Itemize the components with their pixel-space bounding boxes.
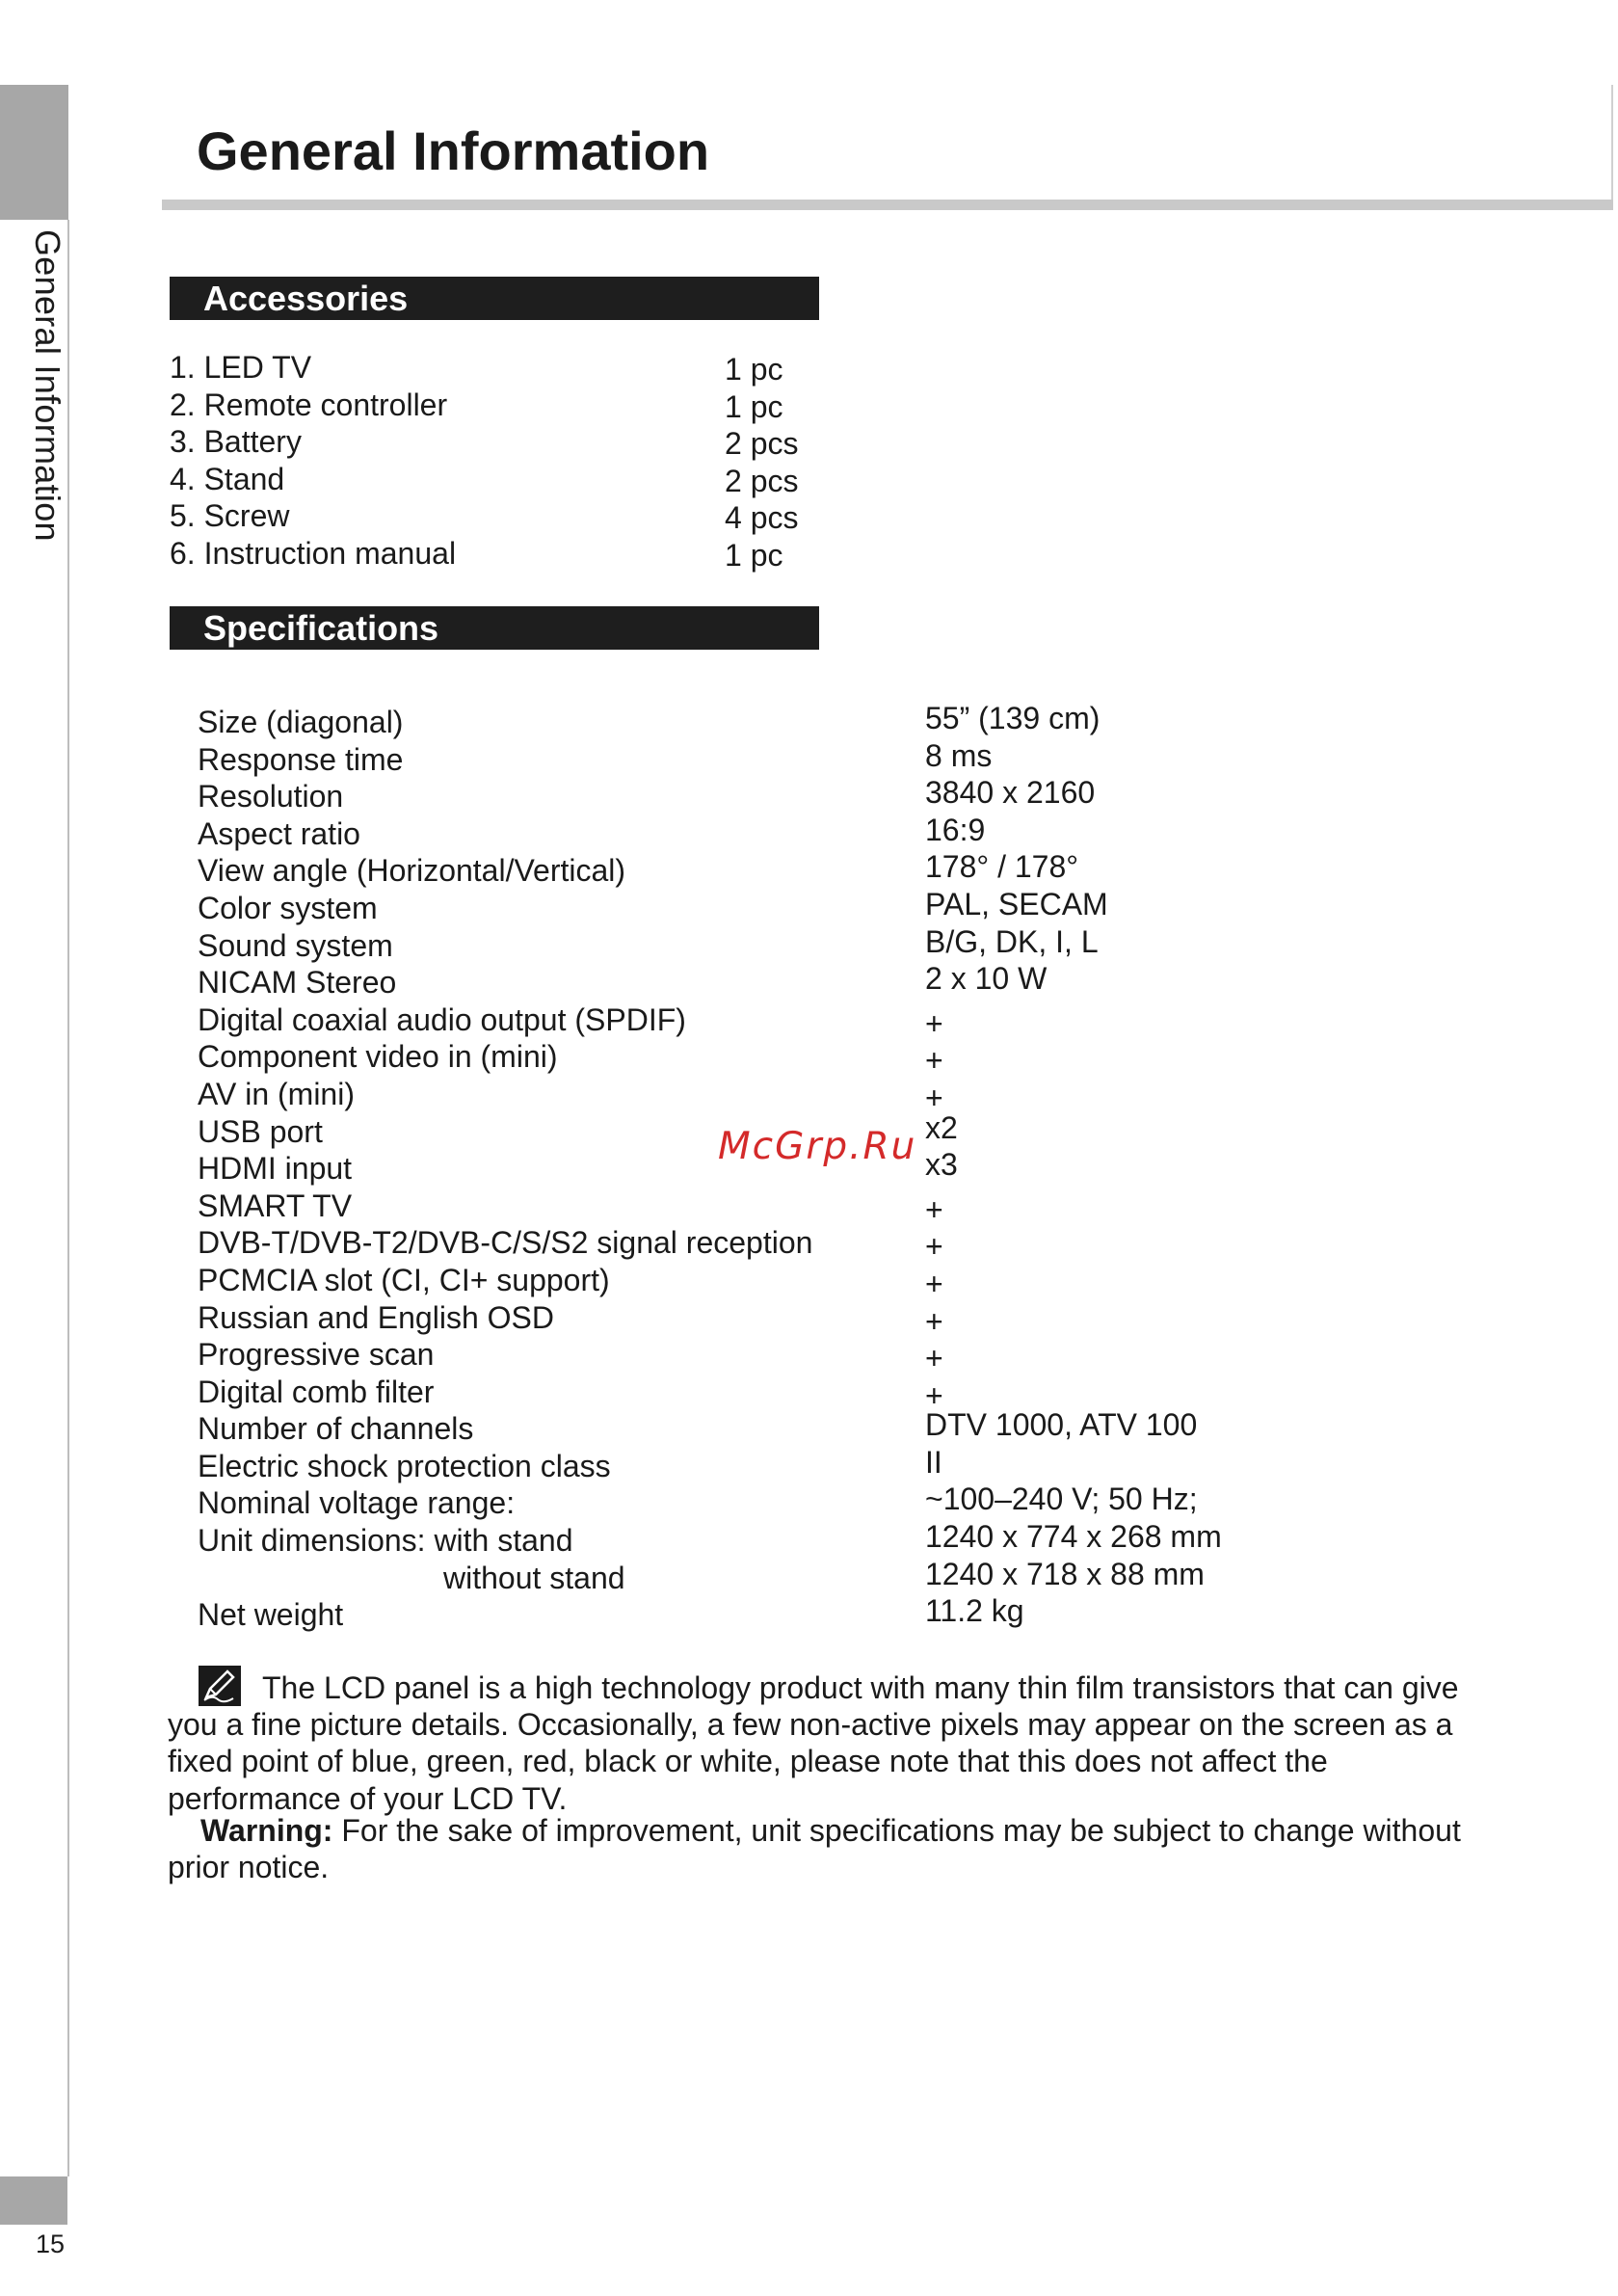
spec-item <box>198 961 1354 1001</box>
spec-label: Response time <box>198 741 404 777</box>
spec-value: 2 x 10 W <box>925 961 1048 997</box>
spec-label: Component video in (mini) <box>198 1039 558 1075</box>
page-number-tab <box>0 2176 67 2225</box>
spec-value: + <box>925 1229 943 1265</box>
spec-item <box>198 1262 1354 1299</box>
spec-item <box>198 1407 1354 1448</box>
accessory-qty: 1 pc <box>725 352 783 387</box>
specifications-list <box>198 701 1354 1634</box>
spec-value: 178° / 178° <box>925 849 1079 885</box>
spec-value: B/G, DK, I, L <box>925 923 1099 959</box>
accessory-item <box>170 423 844 461</box>
spec-value: DTV 1000, ATV 100 <box>925 1407 1198 1443</box>
page-title: General Information <box>197 120 710 181</box>
note-text: The LCD panel is a high technology product with many thin film transistors that can give you a fine picture details. Occasionally, a few non-active pixels may appear on the screen as a fixed point of blue, green, red, black or white, please note that this does not affect the performance of your LCD TV. <box>168 1670 1459 1816</box>
accessory-label: 6. Instruction manual <box>170 535 457 571</box>
spec-item <box>198 701 1354 741</box>
spec-value: PAL, SECAM <box>925 886 1108 921</box>
spec-value: + <box>925 1266 943 1301</box>
spec-value: 1240 x 718 x 88 mm <box>925 1556 1205 1591</box>
accessory-qty: 1 pc <box>725 537 783 573</box>
accessory-item <box>170 535 844 573</box>
spec-label: USB port <box>198 1113 323 1149</box>
spec-label: Electric shock protection class <box>198 1448 611 1483</box>
spec-label: DVB-T/DVB-T2/DVB-C/S/S2 signal reception <box>198 1225 813 1261</box>
watermark: McGrp.Ru <box>718 1125 917 1168</box>
spec-item <box>198 923 1354 965</box>
spec-label: Progressive scan <box>198 1337 435 1373</box>
spec-label: View angle (Horizontal/Vertical) <box>198 853 626 889</box>
spec-value: 16:9 <box>925 812 986 847</box>
spec-label: Sound system <box>198 927 393 963</box>
spec-value: + <box>925 1341 943 1376</box>
spec-value: + <box>925 1005 943 1041</box>
spec-label: HDMI input <box>198 1151 353 1187</box>
spec-value: + <box>925 1080 943 1115</box>
side-section-title: General Information <box>28 229 67 542</box>
title-underline <box>162 200 1613 210</box>
accessory-item <box>170 461 844 498</box>
spec-label: PCMCIA slot (CI, CI+ support) <box>198 1262 610 1297</box>
spec-label: Nominal voltage range: <box>198 1485 516 1521</box>
accessory-qty: 2 pcs <box>725 426 799 462</box>
spec-value: 8 ms <box>925 737 993 773</box>
spec-item <box>198 1374 1354 1411</box>
accessory-item <box>170 349 844 387</box>
spec-item <box>198 1444 1354 1485</box>
spec-item <box>198 1038 1354 1079</box>
specifications-heading: Specifications <box>170 606 819 650</box>
spec-item <box>198 1001 1354 1039</box>
spec-label: SMART TV <box>198 1188 353 1223</box>
spec-value: + <box>925 1043 943 1079</box>
lcd-panel-note <box>168 1666 1498 1817</box>
spec-label: Resolution <box>198 779 344 814</box>
spec-label: Number of channels <box>198 1411 474 1447</box>
spec-value: + <box>925 1377 943 1413</box>
accessory-item <box>170 497 844 535</box>
spec-label: Aspect ratio <box>198 815 360 851</box>
accessories-list <box>170 349 844 573</box>
pencil-note-icon <box>199 1666 241 1706</box>
spec-item <box>198 1224 1354 1265</box>
spec-item <box>198 775 1354 815</box>
accessory-qty: 2 pcs <box>725 463 799 498</box>
side-tab-marker <box>0 85 68 220</box>
warning-note <box>168 1812 1498 1885</box>
spec-label: Size (diagonal) <box>198 705 404 739</box>
side-divider <box>67 220 69 2176</box>
spec-value: + <box>925 1191 943 1227</box>
spec-label: Russian and English OSD <box>198 1299 554 1335</box>
spec-item <box>198 1076 1354 1113</box>
spec-item <box>198 1299 1354 1337</box>
spec-item <box>198 1484 1354 1522</box>
spec-value: ~100–240 V; 50 Hz; <box>925 1482 1198 1517</box>
spec-label: Net weight <box>198 1597 344 1633</box>
spec-label: Color system <box>198 890 378 925</box>
warning-text: For the sake of improvement, unit specifications may be subject to change without prior notice. <box>168 1813 1461 1885</box>
spec-value: x3 <box>925 1147 958 1183</box>
spec-value: 3840 x 2160 <box>925 775 1096 811</box>
spec-item <box>198 1593 1354 1634</box>
spec-label: AV in (mini) <box>198 1076 355 1111</box>
accessory-label: 5. Screw <box>170 498 290 534</box>
accessory-label: 3. Battery <box>170 424 302 460</box>
accessory-label: 1. LED TV <box>170 350 312 385</box>
right-edge-line <box>1611 85 1613 200</box>
spec-label: Unit dimensions: with stand <box>198 1523 573 1559</box>
spec-item <box>198 849 1354 890</box>
spec-item <box>198 737 1354 779</box>
warning-label: Warning: <box>200 1813 333 1848</box>
spec-value: 55” (139 cm) <box>925 701 1101 735</box>
spec-item <box>198 1188 1354 1225</box>
spec-item <box>198 1556 1354 1597</box>
spec-label: Digital comb filter <box>198 1374 435 1409</box>
spec-value: II <box>925 1444 942 1480</box>
spec-sublabel: without stand <box>443 1560 625 1595</box>
spec-item <box>198 1519 1354 1560</box>
spec-label: Digital coaxial audio output (SPDIF) <box>198 1001 686 1037</box>
spec-item <box>198 812 1354 853</box>
spec-value: + <box>925 1303 943 1339</box>
spec-value: 11.2 kg <box>925 1593 1024 1629</box>
accessory-item <box>170 387 844 424</box>
accessory-label: 2. Remote controller <box>170 387 448 422</box>
spec-value: x2 <box>925 1109 958 1145</box>
spec-item <box>198 1336 1354 1374</box>
spec-item <box>198 886 1354 927</box>
spec-label: NICAM Stereo <box>198 965 397 1001</box>
accessories-heading: Accessories <box>170 277 819 320</box>
page-number: 15 <box>36 2229 66 2258</box>
accessory-qty: 4 pcs <box>725 500 799 536</box>
spec-value: 1240 x 774 x 268 mm <box>925 1519 1222 1555</box>
accessory-qty: 1 pc <box>725 388 783 424</box>
accessory-label: 4. Stand <box>170 461 285 496</box>
